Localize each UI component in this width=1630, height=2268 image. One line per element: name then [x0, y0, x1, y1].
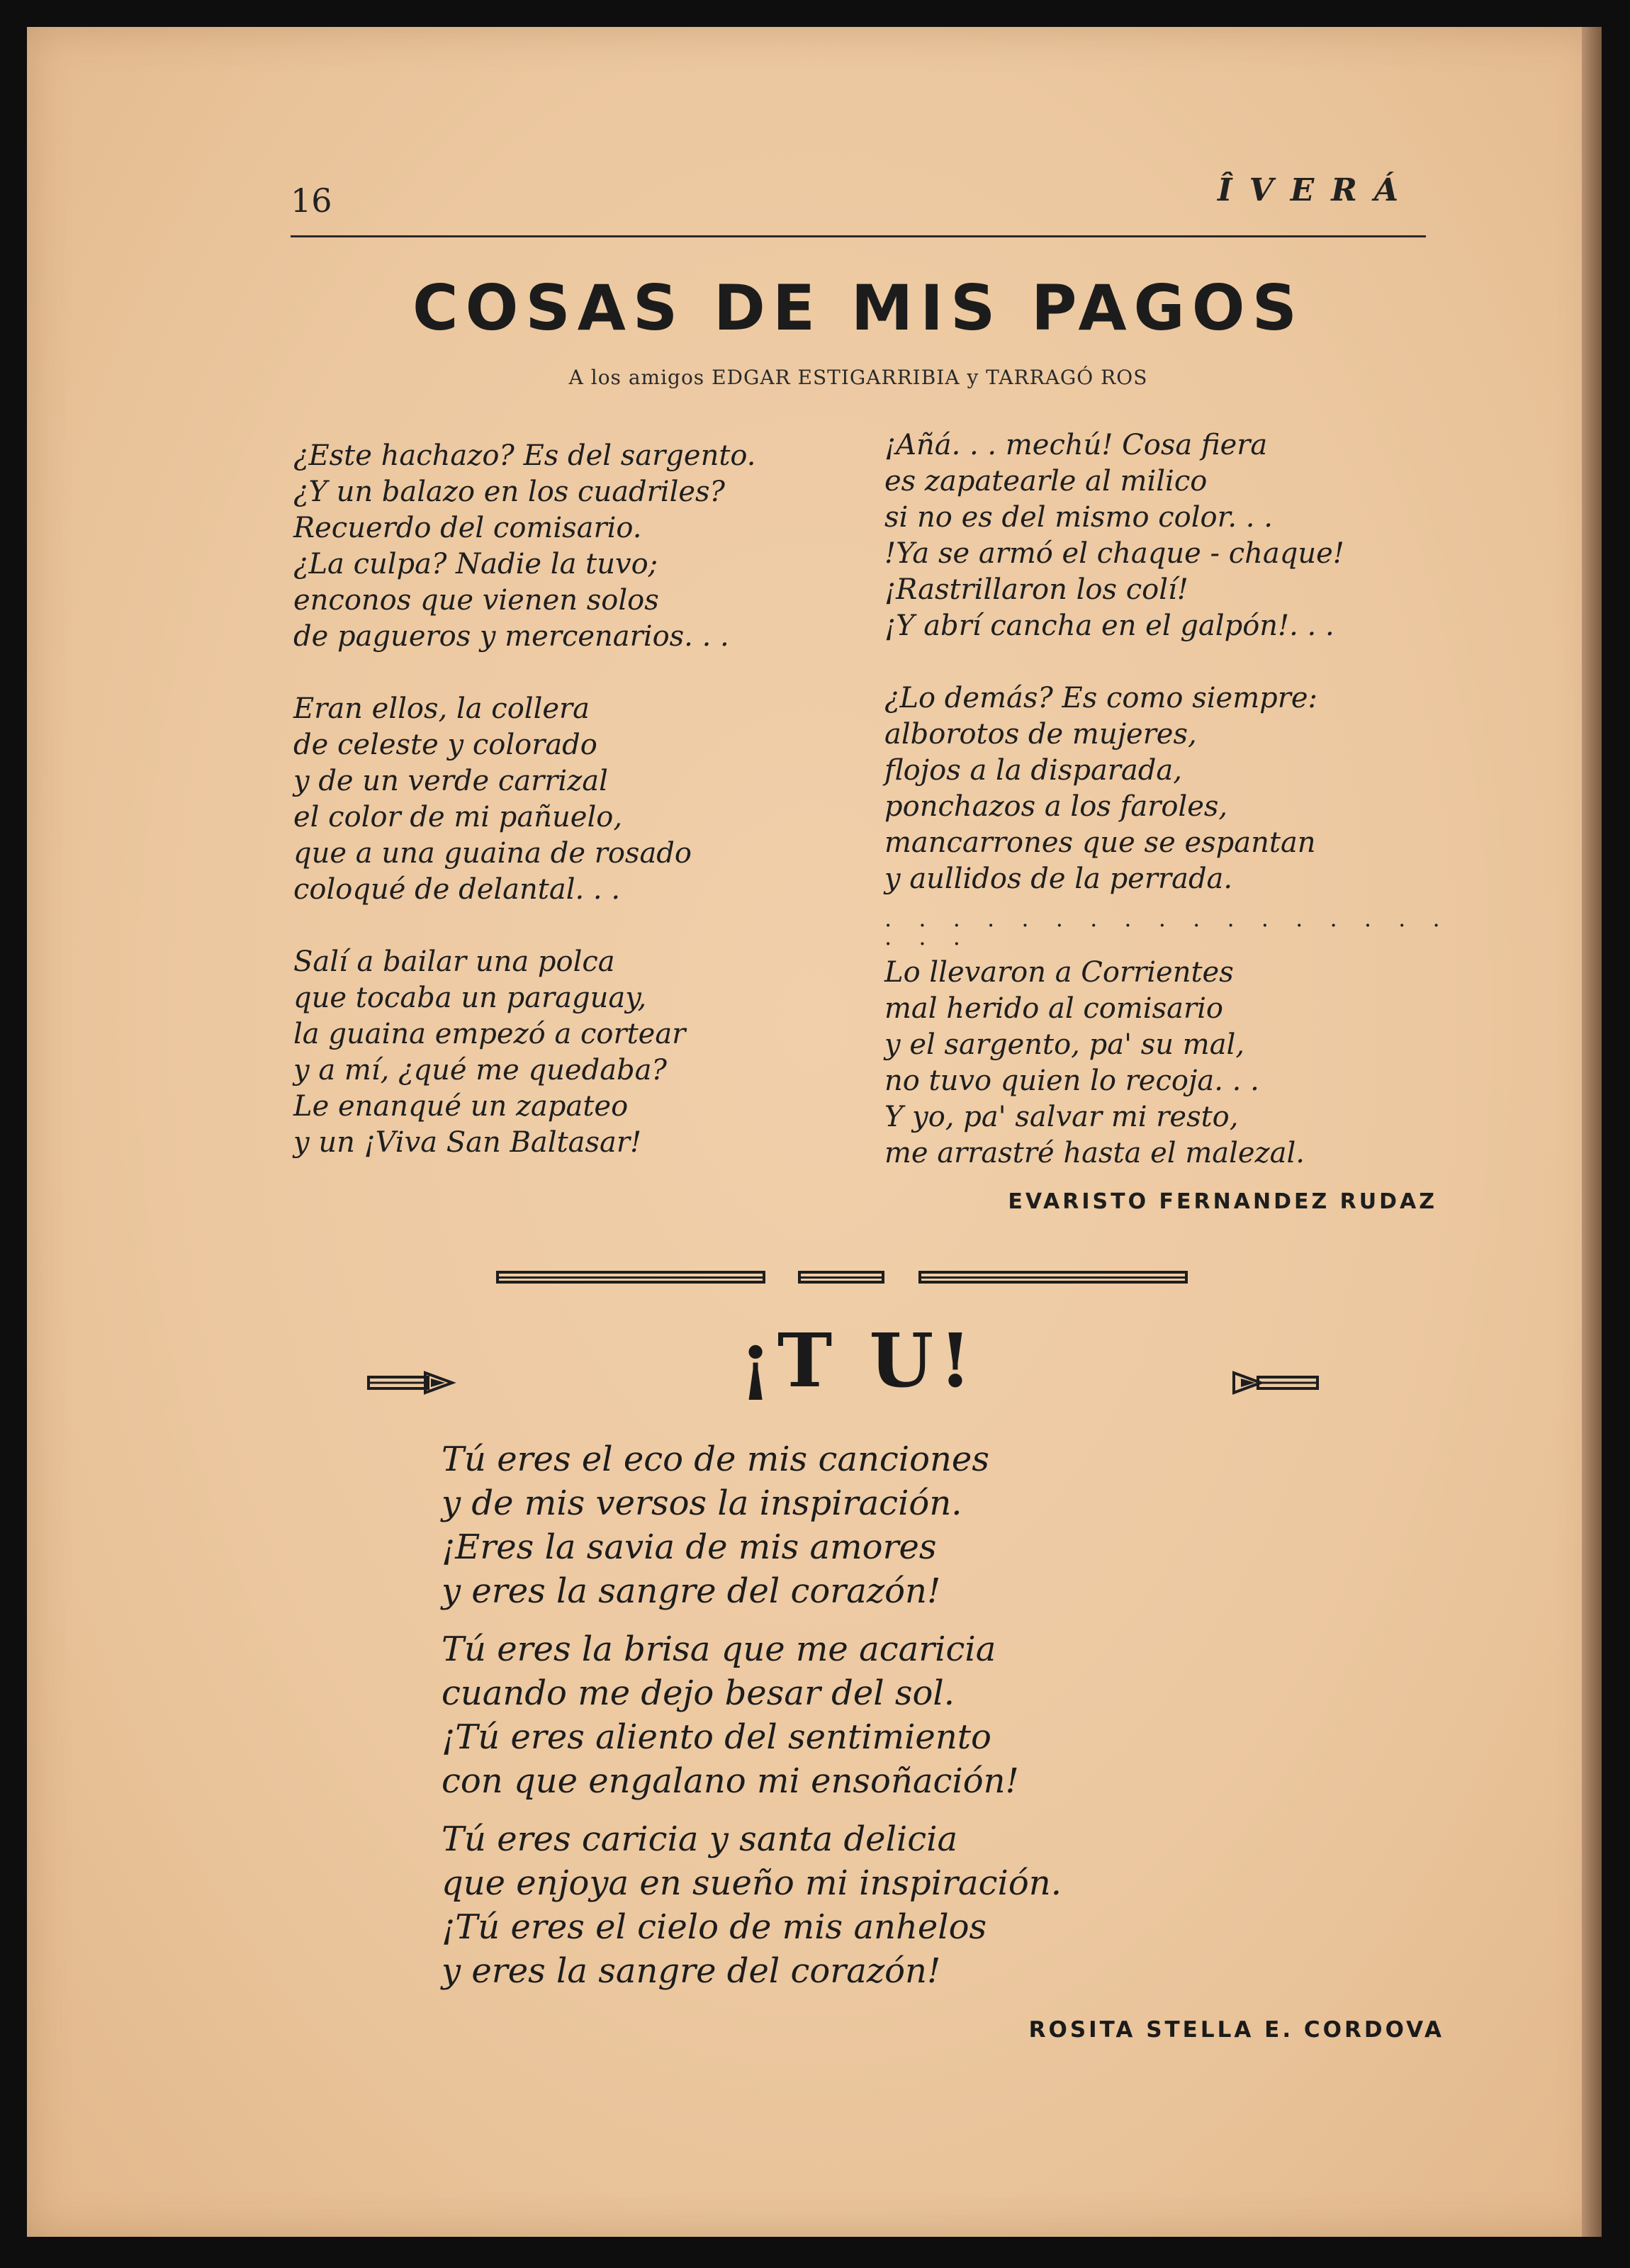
poem1-left-column — [293, 438, 860, 1197]
verse-line: flojos a la disparada, — [884, 754, 1182, 787]
verse-line: Lo llevaron a Corrientes — [884, 956, 1234, 989]
verse-line: ¡Tú eres el cielo de mis anhelos — [442, 1907, 987, 1947]
verse-line: que enjoya en sueño mi inspiración. — [442, 1863, 1062, 1903]
poem1-stanza — [293, 944, 860, 1161]
magazine-page — [27, 27, 1602, 2237]
verse-line: que a una guaina de rosado — [293, 837, 692, 870]
poem2-stanza — [442, 1627, 1434, 1803]
verse-line: de pagueros y mercenarios. . . — [293, 620, 729, 653]
poem1-author: EVARISTO FERNANDEZ RUDAZ — [1008, 1189, 1437, 1214]
header-rule — [291, 235, 1426, 237]
magazine-title: ÎVERÁ — [1218, 172, 1415, 208]
verse-line: es zapatearle al milico — [884, 465, 1208, 498]
poem1-title: COSAS DE MIS PAGOS — [412, 271, 1304, 344]
verse-line: ¡Y abrí cancha en el galpón!. . . — [884, 610, 1334, 642]
page-number: 16 — [291, 181, 332, 220]
verse-line: y de mis versos la inspiración. — [442, 1483, 962, 1523]
verse-line: y eres la sangre del corazón! — [442, 1571, 941, 1611]
page-spine-edge — [1582, 27, 1602, 2237]
verse-line: cuando me dejo besar del sol. — [442, 1673, 955, 1713]
verse-line: la guaina empezó a cortear — [293, 1018, 686, 1050]
verse-line: enconos que vienen solos — [293, 584, 659, 617]
verse-line: de celeste y colorado — [293, 729, 597, 761]
verse-line: Y yo, pa' salvar mi resto, — [884, 1101, 1239, 1133]
verse-line: que tocaba un paraguay, — [293, 982, 647, 1014]
poem1-right-column — [884, 427, 1451, 1208]
verse-line: y eres la sangre del corazón! — [442, 1951, 941, 1991]
poem2-stanza — [442, 1437, 1434, 1613]
section-divider — [27, 1269, 1602, 1286]
verse-line: y un ¡Viva San Baltasar! — [293, 1126, 642, 1159]
verse-line: !Ya se armó el chaque - chaque! — [884, 537, 1344, 570]
poem1-stanza — [293, 438, 860, 655]
verse-line: y de un verde carrizal — [293, 765, 608, 797]
divider-bar — [798, 1271, 884, 1284]
verse-line: y el sargento, pa' su mal, — [884, 1028, 1245, 1061]
poem1-stanza — [884, 680, 1451, 897]
verse-line: ¿La culpa? Nadie la tuvo; — [293, 548, 658, 580]
poem1-stanza — [884, 905, 1451, 1172]
verse-line: y a mí, ¿qué me quedaba? — [293, 1054, 667, 1087]
verse-line: Tú eres la brisa que me acaricia — [442, 1629, 996, 1669]
verse-line: si no es del mismo color. . . — [884, 501, 1273, 534]
verse-line: Le enanqué un zapateo — [293, 1090, 629, 1123]
poem1-dedication: A los amigos EDGAR ESTIGARRIBIA y TARRAGÓ ROS — [568, 366, 1148, 389]
verse-line: Tú eres caricia y santa delicia — [442, 1819, 958, 1859]
verse-line: ¡Rastrillaron los colí! — [884, 573, 1188, 606]
divider-bar — [918, 1271, 1188, 1284]
verse-line: ¿Este hachazo? Es del sargento. — [293, 439, 756, 472]
verse-line: y aullidos de la perrada. — [884, 863, 1233, 895]
verse-line: Eran ellos, la collera — [293, 692, 590, 725]
verse-line: mal herido al comisario — [884, 992, 1223, 1025]
poem2-author: ROSITA STELLA E. CORDOVA — [1028, 2017, 1444, 2043]
ellipsis-row: . . . . . . . . . . . . . . . . . . . . — [884, 905, 1450, 950]
verse-line: ¡Tú eres aliento del sentimiento — [442, 1717, 991, 1757]
verse-line: Recuerdo del comisario. — [293, 512, 642, 544]
verse-line: con que engalano mi ensoñación! — [442, 1761, 1019, 1801]
verse-line: mancarrones que se espantan — [884, 826, 1316, 859]
verse-line: ponchazos a los faroles, — [884, 790, 1228, 823]
verse-line: me arrastré hasta el malezal. — [884, 1137, 1305, 1169]
right-ornament-icon — [1228, 1369, 1320, 1397]
divider-bar — [496, 1271, 765, 1284]
verse-line: coloqué de delantal. . . — [293, 873, 621, 906]
poem2-stanza — [442, 1817, 1434, 1993]
poem1-stanza — [884, 427, 1451, 644]
verse-line: ¿Lo demás? Es como siempre: — [884, 682, 1317, 714]
verse-line: ¡Eres la savia de mis amores — [442, 1527, 937, 1567]
verse-line: ¡Añá. . . mechú! Cosa fiera — [884, 429, 1268, 461]
verse-line: el color de mi pañuelo, — [293, 801, 623, 833]
poem2-body — [442, 1437, 1434, 2007]
verse-line: alborotos de mujeres, — [884, 718, 1197, 751]
poem1-stanza — [293, 691, 860, 908]
verse-line: no tuvo quien lo recoja. . . — [884, 1065, 1259, 1097]
poem2-title: ¡T U! — [739, 1317, 977, 1404]
verse-line: ¿Y un balazo en los cuadriles? — [293, 476, 726, 508]
verse-line: Tú eres el eco de mis canciones — [442, 1439, 989, 1479]
verse-line: Salí a bailar una polca — [293, 945, 615, 978]
